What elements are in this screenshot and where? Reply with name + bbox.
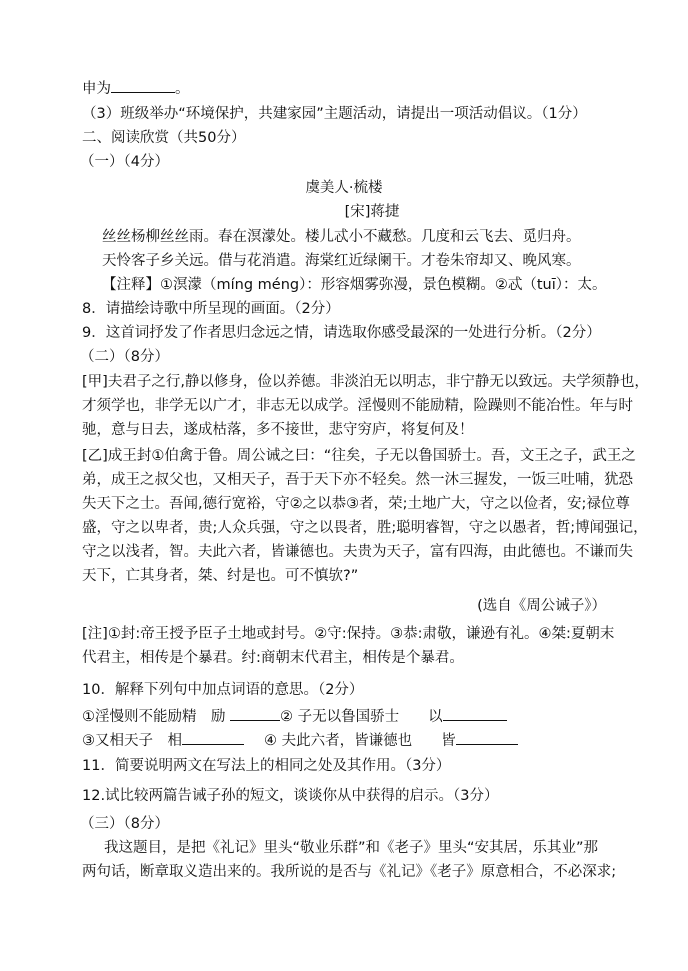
subsection-heading-2: （二）（8分） <box>80 349 169 365</box>
poem-line-1: 丝丝杨柳丝丝雨。春在溟濛处。楼儿忒小不藏愁。几度和云飞去、觅归舟。 <box>102 229 581 245</box>
annotation-line-1: [注]①封:帝王授予臣子土地或封号。②守:保持。③恭:肃敬，谦逊有礼。④桀:夏朝末 <box>82 626 615 642</box>
passage-yi-line-1: [乙]成王封①伯禽于鲁。周公诫之曰：“往矣，子无以鲁国骄士。吾，文王之子，武王之 <box>82 448 636 464</box>
question-3: （3）班级举办“环境保护，共建家园”主题活动，请提出一项活动倡议。（1分） <box>82 106 587 122</box>
text-fragment: 申为 <box>82 81 111 97</box>
subsection-heading-1: （一）（4分） <box>80 154 169 170</box>
answer-blank[interactable] <box>443 706 507 721</box>
poem-line-2: 天怜客子乡关远。借与花消遣。海棠红近绿阑干。才卷朱帘却又、晚风寒。 <box>102 253 581 269</box>
poem-author: [宋]蒋捷 <box>344 204 400 220</box>
question-11: 11．简要说明两文在写法上的相同之处及其作用。（3分） <box>82 758 451 774</box>
question-8: 8．请描绘诗歌中所呈现的画面。（2分） <box>82 301 340 317</box>
answer-blank[interactable] <box>182 730 244 745</box>
passage-3-line-2: 两句话，断章取义造出来的。我所说的是否与《礼记》《老子》原意相合，不必深求; <box>82 864 617 880</box>
text-fragment: 。 <box>175 81 190 97</box>
passage-yi-line-6: 天下，亡其身者，桀、纣是也。可不慎欤?” <box>82 568 359 584</box>
passage-yi-line-2: 弟，成王之叔父也，又相天子，吾于天下亦不轻矣。然一沐三握发，一饭三吐哺，犹恐 <box>82 472 633 488</box>
annotation-line-2: 代君主，相传是个暴君。纣:商朝末代君主，相传是个暴君。 <box>82 650 464 666</box>
passage-jia-line-2: 才须学也，非学无以广才，非志无以成学。淫慢则不能励精，险躁则不能冶性。年与时 <box>82 398 633 414</box>
question-9: 9．这首词抒发了作者思归念远之情，请选取你感受最深的一处进行分析。（2分） <box>82 325 601 341</box>
passage-jia-line-1: [甲]夫君子之行,静以修身，俭以养德。非淡泊无以明志，非宁静无以致远。夫学须静也， <box>82 374 649 390</box>
passage-3-line-1: 我这题目，是把《礼记》里头“敬业乐群”和《老子》里头“安其居，乐其业”那 <box>104 840 599 856</box>
question-10-item-3 <box>82 730 244 751</box>
poem-note: 【注释】①溟濛（míng méng）：形容烟雾弥漫，景色模糊。②忒（tuī）：太。 <box>102 277 607 293</box>
answer-blank[interactable] <box>111 78 175 93</box>
passage-yi-line-4: 盛，守之以卑者，贵;人众兵强，守之以畏者，胜;聪明睿智，守之以愚者，哲;博闻强记， <box>82 520 648 536</box>
question-10-item-4 <box>264 730 518 751</box>
poem-title: 虞美人·梳楼 <box>305 180 383 196</box>
answer-blank[interactable] <box>456 730 518 745</box>
question-12: 12.试比较两篇告诫子孙的短文，谈谈你从中获得的启示。（3分） <box>82 788 499 804</box>
item-text: ③又相天子 相 <box>82 733 182 749</box>
item-text: ② 子无以鲁国骄士 以 <box>280 709 443 725</box>
passage-jia-line-3: 驰，意与日去，遂成枯落，多不接世，悲守穷庐，将复何及！ <box>82 422 474 438</box>
section-heading-reading: 二、阅读欣赏（共50分） <box>82 130 246 146</box>
question-10: 10．解释下列句中加点词语的意思。（2分） <box>82 682 364 698</box>
question-10-item-1 <box>82 706 280 727</box>
answer-blank[interactable] <box>230 706 280 721</box>
item-text: ①淫慢则不能励精 励 <box>82 709 226 725</box>
passage-source: (选自《周公诫子》） <box>477 598 606 614</box>
passage-yi-line-3: 失天下之士。吾闻,德行宽裕，守②之以恭③者，荣;土地广大，守之以俭者，安;禄位尊 <box>82 496 630 512</box>
question-10-item-2 <box>280 706 507 727</box>
passage-yi-line-5: 守之以浅者，智。夫此六者，皆谦德也。夫贵为天子，富有四海，由此德也。不谦而失 <box>82 544 633 560</box>
subsection-heading-3: （三）（8分） <box>80 816 169 832</box>
item-text: ④ 夫此六者，皆谦德也 皆 <box>264 733 456 749</box>
line-answer-tail <box>82 78 190 99</box>
